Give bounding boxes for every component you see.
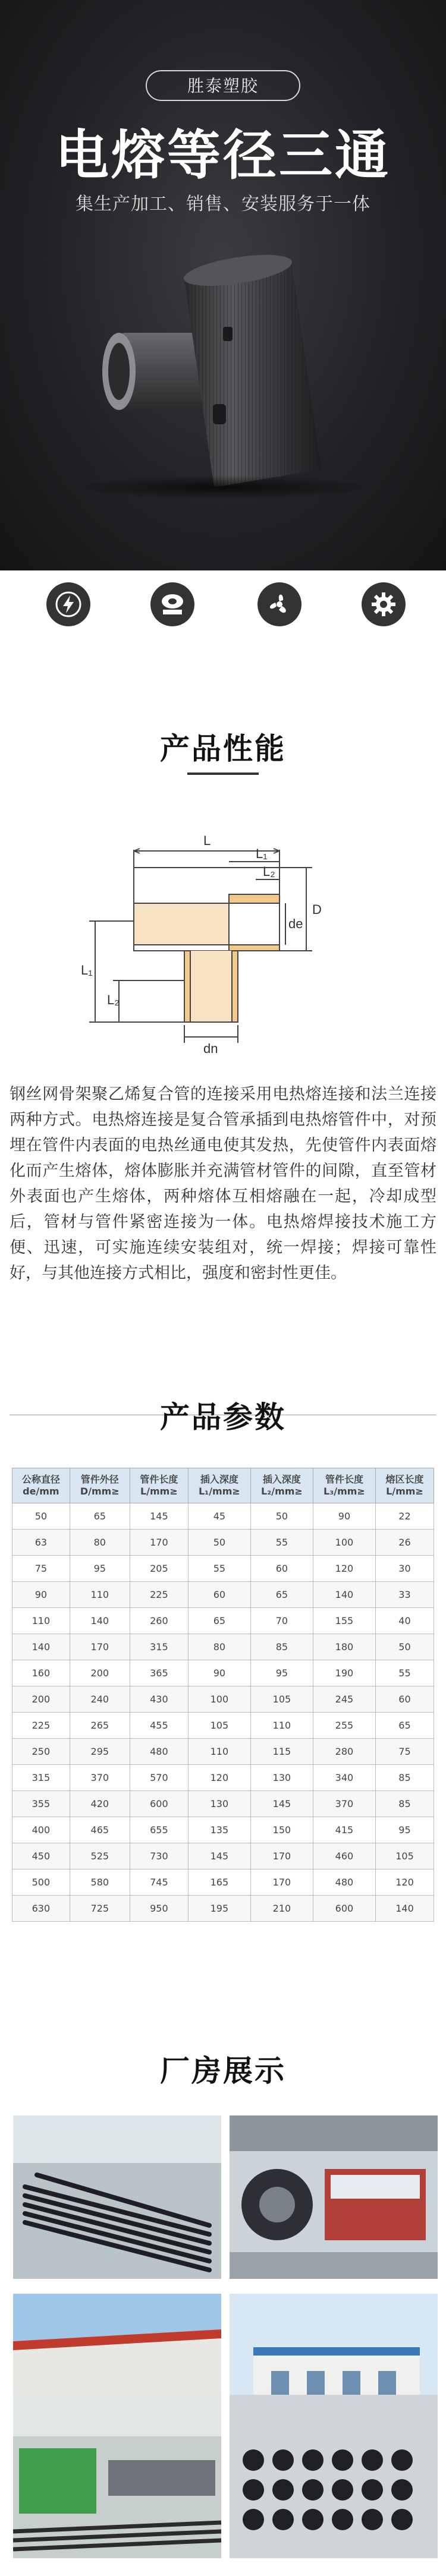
table-cell: 190	[313, 1660, 375, 1686]
table-row	[12, 1739, 434, 1765]
table-cell: 60	[188, 1582, 250, 1608]
table-row	[12, 1817, 434, 1843]
table-cell: 580	[70, 1869, 130, 1896]
table-cell: 295	[70, 1739, 130, 1765]
table-row	[12, 1765, 434, 1791]
feature-list	[0, 582, 446, 677]
table-cell: 50	[250, 1503, 313, 1530]
table-cell: 120	[375, 1869, 434, 1896]
table-cell: 730	[130, 1843, 188, 1869]
table-cell: 525	[70, 1843, 130, 1869]
technical-diagram	[77, 796, 375, 1058]
table-row	[12, 1608, 434, 1634]
shadow	[71, 475, 375, 499]
page-title: 电熔等径三通	[55, 124, 391, 187]
feature-label: 按需定制	[357, 641, 410, 656]
gear-icon	[362, 582, 406, 626]
table-cell: 140	[70, 1608, 130, 1634]
table-cell: 145	[130, 1503, 188, 1530]
column-header: 插入深度 L₂/mm≥	[250, 1468, 313, 1503]
table-cell: 260	[130, 1608, 188, 1634]
table-row	[12, 1660, 434, 1686]
table-cell: 30	[375, 1556, 434, 1582]
table-cell: 120	[313, 1556, 375, 1582]
table-cell: 110	[70, 1582, 130, 1608]
table-cell: 50	[12, 1503, 70, 1530]
table-row	[12, 1686, 434, 1713]
table-cell: 265	[70, 1713, 130, 1739]
table-cell: 140	[375, 1896, 434, 1922]
feature-item	[24, 582, 113, 657]
fan-icon	[257, 582, 301, 626]
table-cell: 130	[250, 1765, 313, 1791]
table-cell: 480	[313, 1869, 375, 1896]
table-cell: 450	[12, 1843, 70, 1869]
table-cell: 110	[188, 1739, 250, 1765]
section-title-parameters: 产品参数	[160, 1400, 286, 1434]
table-cell: 55	[250, 1530, 313, 1556]
column-header: 管件长度 L₃/mm≥	[313, 1468, 375, 1503]
feature-label: 用心选材	[42, 641, 95, 656]
factory-photo-workshop	[13, 2395, 221, 2558]
table-row	[12, 1713, 434, 1739]
table-cell: 245	[313, 1686, 375, 1713]
table-cell: 70	[250, 1608, 313, 1634]
table-cell: 600	[313, 1896, 375, 1922]
machine-icon	[150, 582, 194, 626]
column-header: 熔区长度 L/mm≥	[375, 1468, 434, 1503]
table-cell: 90	[188, 1660, 250, 1686]
table-cell: 75	[12, 1556, 70, 1582]
table-body	[12, 1503, 434, 1922]
table-cell: 420	[70, 1791, 130, 1817]
column-header: 插入深度 L₁/mm≥	[188, 1468, 250, 1503]
table-cell: 63	[12, 1530, 70, 1556]
table-cell: 50	[188, 1530, 250, 1556]
table-cell: 140	[313, 1582, 375, 1608]
table-cell: 105	[250, 1686, 313, 1713]
table-cell: 135	[188, 1817, 250, 1843]
table-cell: 205	[130, 1556, 188, 1582]
table-cell: 90	[12, 1582, 70, 1608]
table-cell: 430	[130, 1686, 188, 1713]
table-cell: 250	[12, 1739, 70, 1765]
table-row	[12, 1843, 434, 1869]
table-cell: 85	[375, 1765, 434, 1791]
table-cell: 200	[12, 1686, 70, 1713]
table-cell: 465	[70, 1817, 130, 1843]
table-cell: 65	[70, 1503, 130, 1530]
table-cell: 50	[375, 1634, 434, 1660]
feature-label: 质量保障	[253, 641, 306, 656]
table-cell: 100	[313, 1530, 375, 1556]
table-cell: 655	[130, 1817, 188, 1843]
section-title-factory: 厂房展示	[160, 2054, 286, 2088]
hero-subtitle: 集生产加工、销售、安装服务于一体	[76, 194, 370, 215]
table-cell: 315	[130, 1634, 188, 1660]
dim-L1: L₁	[256, 846, 268, 861]
brand-badge: 胜泰塑胶	[146, 70, 300, 101]
table-cell: 33	[375, 1582, 434, 1608]
table-cell: 165	[188, 1869, 250, 1896]
feature-item	[128, 582, 217, 657]
table-cell: 65	[250, 1582, 313, 1608]
table-cell: 195	[188, 1896, 250, 1922]
table-cell: 315	[12, 1765, 70, 1791]
table-cell: 65	[375, 1713, 434, 1739]
table-cell: 60	[375, 1686, 434, 1713]
feature-item	[235, 582, 324, 657]
table-cell: 160	[12, 1660, 70, 1686]
table-cell: 85	[250, 1634, 313, 1660]
table-cell: 55	[375, 1660, 434, 1686]
column-header: 公称直径 de/mm	[12, 1468, 70, 1503]
table-row	[12, 1869, 434, 1896]
table-cell: 130	[188, 1791, 250, 1817]
table-cell: 725	[70, 1896, 130, 1922]
table-cell: 745	[130, 1869, 188, 1896]
table-cell: 90	[313, 1503, 375, 1530]
table-cell: 200	[70, 1660, 130, 1686]
table-row	[12, 1791, 434, 1817]
parameters-table	[12, 1468, 434, 1922]
table-cell: 55	[188, 1556, 250, 1582]
table-cell: 105	[188, 1713, 250, 1739]
table-cell: 115	[250, 1739, 313, 1765]
table-cell: 370	[70, 1765, 130, 1791]
table-cell: 225	[130, 1582, 188, 1608]
table-cell: 95	[250, 1660, 313, 1686]
table-cell: 85	[375, 1791, 434, 1817]
table-row	[12, 1582, 434, 1608]
column-header: 管件外径 D/mm≥	[70, 1468, 130, 1503]
table-cell: 120	[188, 1765, 250, 1791]
table-cell: 500	[12, 1869, 70, 1896]
dim-L2: L₂	[263, 864, 275, 879]
table-cell: 110	[250, 1713, 313, 1739]
dim-de: de	[288, 916, 303, 931]
dim-L2-left: L₂	[107, 992, 120, 1007]
table-cell: 255	[313, 1713, 375, 1739]
table-cell: 240	[70, 1686, 130, 1713]
table-cell: 340	[313, 1765, 375, 1791]
table-cell: 170	[250, 1843, 313, 1869]
table-cell: 80	[188, 1634, 250, 1660]
section-title-performance: 产品性能	[160, 732, 286, 766]
product-tee-image	[95, 256, 351, 493]
factory-photo-stock	[230, 2395, 438, 2558]
table-cell: 110	[12, 1608, 70, 1634]
table-cell: 95	[375, 1817, 434, 1843]
table-cell: 570	[130, 1765, 188, 1791]
factory-photo-pipes	[13, 2115, 221, 2279]
dim-L: L	[203, 833, 211, 848]
table-cell: 75	[375, 1739, 434, 1765]
table-cell: 950	[130, 1896, 188, 1922]
divider	[187, 773, 259, 775]
dim-L-left: L₁	[81, 963, 93, 978]
table-cell: 455	[130, 1713, 188, 1739]
dim-dn: dn	[203, 1041, 218, 1056]
feature-item	[339, 582, 428, 657]
table-cell: 460	[313, 1843, 375, 1869]
table-cell: 145	[188, 1843, 250, 1869]
lightning-icon	[46, 582, 90, 626]
table-cell: 170	[250, 1869, 313, 1896]
table-cell: 170	[70, 1634, 130, 1660]
table-cell: 80	[70, 1530, 130, 1556]
table-cell: 355	[12, 1791, 70, 1817]
dim-D: D	[312, 902, 322, 917]
table-cell: 180	[313, 1634, 375, 1660]
table-cell: 400	[12, 1817, 70, 1843]
table-cell: 140	[12, 1634, 70, 1660]
table-cell: 150	[250, 1817, 313, 1843]
table-cell: 60	[250, 1556, 313, 1582]
table-cell: 155	[313, 1608, 375, 1634]
table-cell: 210	[250, 1896, 313, 1922]
column-header: 管件长度 L/mm≥	[130, 1468, 188, 1503]
table-row	[12, 1634, 434, 1660]
table-cell: 365	[130, 1660, 188, 1686]
table-cell: 22	[375, 1503, 434, 1530]
table-cell: 100	[188, 1686, 250, 1713]
table-cell: 480	[130, 1739, 188, 1765]
table-cell: 65	[188, 1608, 250, 1634]
table-cell: 95	[70, 1556, 130, 1582]
table-row	[12, 1503, 434, 1530]
product-description: 钢丝网骨架聚乙烯复合管的连接采用电热熔连接和法兰连接两种方式。电热熔连接是复合管承插到电热熔管件中，对预埋在管件内表面的电热丝通电使其发热，先使管件内表面熔化而产生熔体，熔体膨胀并充满管材管件的间隙，直至管材外表面也产生熔体，两种熔体互相熔融在一起，冷却成型后，管材与管件紧密连接为一体。电热熔焊接技术施工方便、迅速，可实施连续安装组对，统一焊接；焊接可靠性好，与其他连接方式相比，强度和密封性更佳。	[10, 1082, 436, 1415]
table-row	[12, 1896, 434, 1922]
table-row	[12, 1556, 434, 1582]
table-cell: 600	[130, 1791, 188, 1817]
factory-photo-machine	[230, 2115, 438, 2279]
table-cell: 280	[313, 1739, 375, 1765]
table-cell: 370	[313, 1791, 375, 1817]
table-cell: 45	[188, 1503, 250, 1530]
table-cell: 40	[375, 1608, 434, 1634]
table-cell: 170	[130, 1530, 188, 1556]
table-cell: 26	[375, 1530, 434, 1556]
table-cell: 225	[12, 1713, 70, 1739]
hero-banner	[0, 0, 446, 656]
table-cell: 415	[313, 1817, 375, 1843]
table-header-row	[12, 1468, 434, 1503]
feature-label: 稳定可靠	[146, 641, 199, 656]
table-cell: 105	[375, 1843, 434, 1869]
table-cell: 630	[12, 1896, 70, 1922]
table-row	[12, 1530, 434, 1556]
table-cell: 145	[250, 1791, 313, 1817]
